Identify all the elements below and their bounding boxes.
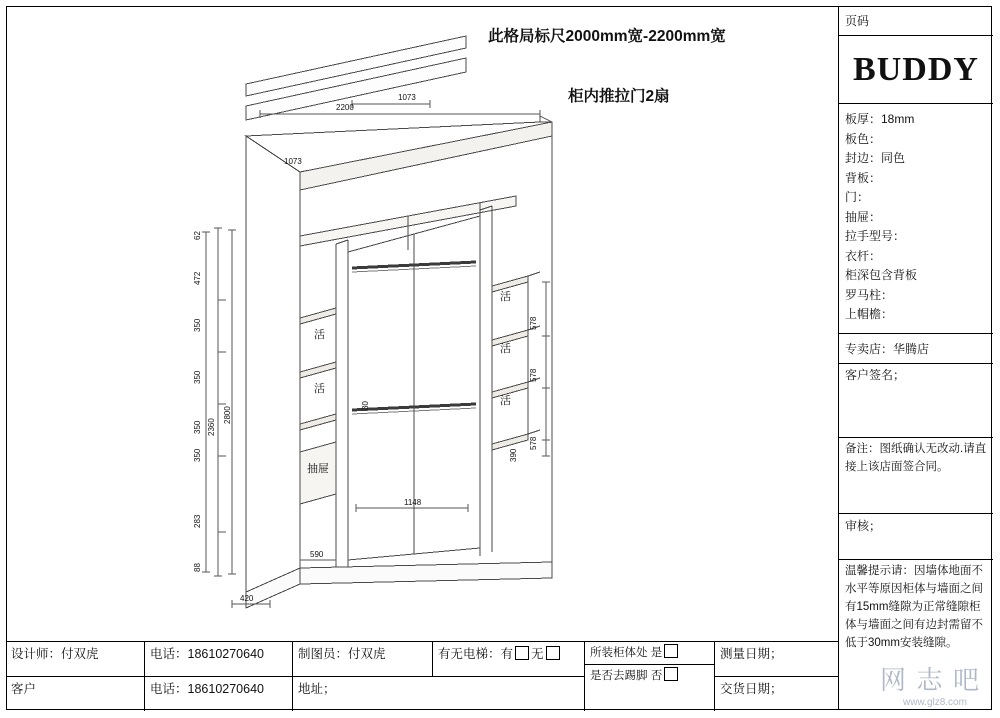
dim-left-350-2: 350: [193, 370, 202, 384]
spec-panel: [838, 6, 992, 710]
elevator-no-label: 无: [531, 647, 544, 661]
dim-left-472: 472: [193, 271, 202, 285]
brand-cell: [839, 36, 993, 104]
address-cell[interactable]: [293, 676, 585, 711]
cabinet-place-checkbox[interactable]: [664, 644, 678, 658]
dim-left-62: 62: [193, 231, 202, 240]
attr-back-panel: 背板：: [845, 170, 882, 185]
dim-top-1073-right: 1073: [398, 93, 416, 102]
dim-420: 420: [240, 594, 254, 603]
phone-value-1: 18610270640: [187, 647, 264, 661]
store-value: 华腾店: [893, 342, 930, 356]
attr-board-thickness: 板厚：18mm: [845, 112, 915, 126]
title-block: [6, 641, 838, 710]
skirting-label: 是否去踢脚: [590, 670, 648, 682]
dim-590: 590: [310, 550, 324, 559]
tips-text: 温馨提示请：因墙体地面不水平等原因柜体与墙面之间有15mm缝隙为正常缝隙柜体与墙面之间有边封需留不低于30mm安装缝隙。: [845, 565, 983, 649]
dim-left-350-3: 350: [193, 420, 202, 434]
customer-label: 客户: [11, 682, 37, 696]
skirting-checkbox[interactable]: [664, 667, 678, 681]
customer-cell[interactable]: [6, 676, 145, 711]
cabinet-place-label: 所装柜体处: [590, 647, 648, 659]
measure-date-label: 测量日期；: [720, 647, 783, 661]
dim-left-283: 283: [193, 514, 202, 528]
designer-cell: [6, 642, 145, 676]
address-label: 地址；: [298, 682, 336, 696]
cabinet-place-cell[interactable]: [585, 642, 715, 664]
delivery-date-label: 交货日期；: [720, 682, 783, 696]
audit-label: 审核；: [845, 519, 882, 533]
attr-roman-column: 罗马柱：: [845, 287, 894, 302]
dim-left-350-4: 350: [193, 448, 202, 462]
heading-doors: 柜内推拉门2扇: [568, 88, 670, 105]
shelf-label-5: 活: [500, 395, 511, 407]
customer-phone-cell: [145, 676, 293, 711]
drafter-cell: [293, 642, 433, 676]
attr-door: 门：: [845, 190, 870, 204]
shelf-label-3: 活: [500, 291, 511, 303]
dim-top-2200: 2200: [336, 103, 354, 112]
attr-handle-model: 拉手型号：: [845, 229, 906, 243]
heading-scale: 此格局标尺2000mm宽-2200mm宽: [488, 28, 726, 45]
phone-label-1: 电话：: [150, 647, 188, 661]
delivery-date-cell[interactable]: [715, 676, 838, 711]
remark-cell: [839, 438, 993, 514]
dim-left-350-1: 350: [193, 318, 202, 332]
designer-value: 付双虎: [61, 647, 99, 661]
remark-text: 备注：图纸确认无改动.请直接上该店面签合同。: [845, 443, 987, 473]
cabinet-place-value: 是: [650, 647, 663, 659]
designer-label: 设计师：: [11, 647, 62, 661]
dim-right-578-3: 578: [529, 436, 538, 450]
attr-drawer: 抽屉：: [845, 209, 882, 224]
page-code-cell: 页码: [839, 6, 993, 36]
skirting-value: 否: [650, 670, 663, 682]
dim-left-2360: 2360: [207, 418, 216, 436]
dim-left-88: 88: [193, 563, 202, 572]
shelf-label-2: 活: [314, 383, 325, 395]
attributes-cell: [839, 104, 993, 334]
dim-top-1073-left: 1073: [284, 157, 302, 166]
dim-rod: 30: [361, 401, 370, 410]
customer-signature-cell[interactable]: [839, 364, 993, 438]
brand-name: BUDDY: [853, 51, 979, 88]
drafter-label: 制图员：: [298, 647, 349, 661]
measure-date-cell[interactable]: [715, 642, 838, 676]
shelf-label-1: 活: [314, 329, 325, 341]
elevator-label: 有无电梯：有: [438, 647, 514, 661]
attr-edge-banding: 封边：同色: [845, 151, 906, 165]
drafter-value: 付双虎: [348, 647, 386, 661]
designer-phone-cell: [145, 642, 293, 676]
customer-signature-label: 客户签名；: [845, 368, 906, 382]
attr-hanging-rod: 衣杆：: [845, 248, 882, 263]
dim-right-578-1: 578: [529, 316, 538, 330]
store-label: 专卖店：: [845, 342, 894, 356]
phone-label-2: 电话：: [150, 682, 188, 696]
watermark-text: 网 志 吧: [880, 666, 982, 695]
watermark-url: www.glz8.com: [903, 697, 967, 708]
attr-top-cornice: 上帽檐：: [845, 307, 894, 321]
store-cell: [839, 334, 993, 364]
dim-1148: 1148: [404, 498, 422, 507]
elevator-no-checkbox[interactable]: [546, 646, 560, 660]
dim-right-390: 390: [509, 448, 518, 462]
shelf-label-4: 活: [500, 343, 511, 355]
elevator-cell[interactable]: [433, 642, 585, 676]
dim-right-578-2: 578: [529, 368, 538, 382]
dim-left-2800: 2800: [223, 406, 232, 424]
drawer-label: 抽屉: [307, 463, 329, 475]
phone-value-2: 18610270640: [187, 682, 264, 696]
attr-board-color: 板色：: [845, 131, 882, 146]
audit-cell[interactable]: [839, 514, 993, 560]
watermark: [880, 660, 990, 712]
attr-depth-includes-back: 柜深包含背板: [845, 268, 918, 282]
elevator-yes-checkbox[interactable]: [515, 646, 529, 660]
skirting-cell[interactable]: [585, 664, 715, 711]
